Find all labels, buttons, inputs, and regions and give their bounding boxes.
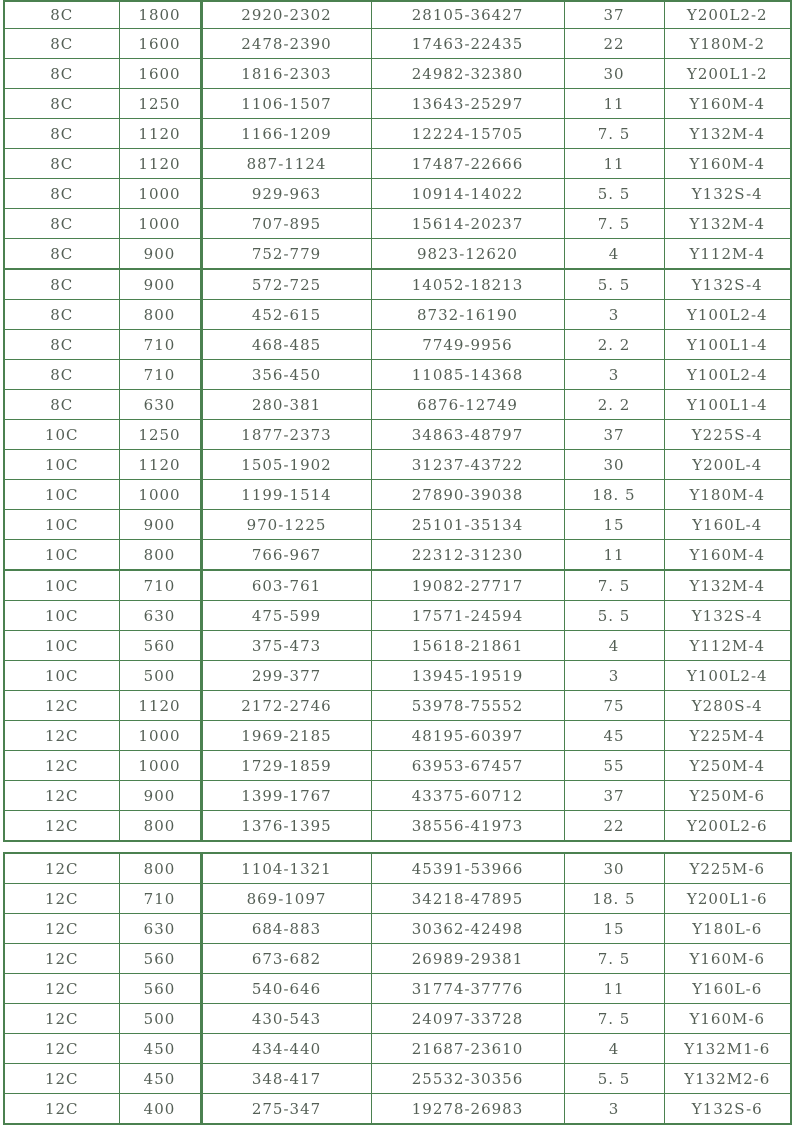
table-cell: 710 [119, 570, 201, 601]
table-cell: 6876-12749 [371, 390, 564, 420]
table-cell: 8C [4, 239, 119, 270]
table-cell: 2172-2746 [201, 691, 371, 721]
table-cell: Y180M-4 [664, 480, 791, 510]
table-cell: Y132M2-6 [664, 1064, 791, 1094]
table-cell: 8C [4, 269, 119, 300]
table-cell: Y200L1-6 [664, 884, 791, 914]
table-cell: 17463-22435 [371, 29, 564, 59]
table-cell: 28105-36427 [371, 1, 564, 29]
table-row [4, 29, 791, 59]
table-cell: 12C [4, 853, 119, 884]
table-cell: 11 [564, 149, 664, 179]
table-cell: 1399-1767 [201, 781, 371, 811]
table-cell: 10C [4, 570, 119, 601]
table-cell: 10C [4, 450, 119, 480]
table-cell: 10C [4, 631, 119, 661]
table-cell: 9823-12620 [371, 239, 564, 270]
table-row [4, 59, 791, 89]
table-cell: 24982-32380 [371, 59, 564, 89]
table-row [4, 1034, 791, 1064]
table-cell: 900 [119, 510, 201, 540]
table-cell: 7. 5 [564, 209, 664, 239]
table-cell: 356-450 [201, 360, 371, 390]
table-cell: 540-646 [201, 974, 371, 1004]
table-cell: 25101-35134 [371, 510, 564, 540]
table-cell: Y100L2-4 [664, 300, 791, 330]
table-cell: 1376-1395 [201, 811, 371, 842]
table-cell: 19278-26983 [371, 1094, 564, 1125]
table-cell: 869-1097 [201, 884, 371, 914]
table-cell: 4 [564, 1034, 664, 1064]
table-cell: 468-485 [201, 330, 371, 360]
table-cell: 5. 5 [564, 179, 664, 209]
table-cell: Y180L-6 [664, 914, 791, 944]
table-row [4, 450, 791, 480]
table-cell: Y132M-4 [664, 570, 791, 601]
table-row [4, 89, 791, 119]
table-cell: 1969-2185 [201, 721, 371, 751]
table-cell: Y132M-4 [664, 119, 791, 149]
table-cell: Y225M-6 [664, 853, 791, 884]
spec-table-lower [3, 852, 792, 1125]
table-cell: 10C [4, 540, 119, 571]
table-cell: 12C [4, 914, 119, 944]
table-cell: 12224-15705 [371, 119, 564, 149]
table-cell: 5. 5 [564, 1064, 664, 1094]
table-cell: 11 [564, 540, 664, 571]
table-cell: Y200L1-2 [664, 59, 791, 89]
table-cell: 12C [4, 1064, 119, 1094]
table-cell: 348-417 [201, 1064, 371, 1094]
table-cell: 63953-67457 [371, 751, 564, 781]
table-cell: 1120 [119, 450, 201, 480]
table-cell: 280-381 [201, 390, 371, 420]
table-cell: 13643-25297 [371, 89, 564, 119]
table-cell: 24097-33728 [371, 1004, 564, 1034]
table-cell: 11 [564, 974, 664, 1004]
table-cell: 710 [119, 330, 201, 360]
table-cell: 22 [564, 811, 664, 842]
table-cell: Y132S-4 [664, 269, 791, 300]
table-cell: 400 [119, 1094, 201, 1125]
table-cell: 766-967 [201, 540, 371, 571]
table-cell: 450 [119, 1034, 201, 1064]
table-cell: 37 [564, 420, 664, 450]
table-cell: Y132M1-6 [664, 1034, 791, 1064]
table-cell: 37 [564, 781, 664, 811]
table-cell: 12C [4, 1094, 119, 1125]
table-cell: 8C [4, 59, 119, 89]
table-cell: 375-473 [201, 631, 371, 661]
table-cell: 22312-31230 [371, 540, 564, 571]
table-cell: 430-543 [201, 1004, 371, 1034]
table-cell: 1000 [119, 209, 201, 239]
table-cell: Y132S-4 [664, 601, 791, 631]
table-cell: Y225M-4 [664, 721, 791, 751]
table-cell: 299-377 [201, 661, 371, 691]
table-cell: 12C [4, 884, 119, 914]
table-cell: 11 [564, 89, 664, 119]
table-cell: 1120 [119, 691, 201, 721]
table-cell: 560 [119, 944, 201, 974]
table-cell: 26989-29381 [371, 944, 564, 974]
table-cell: Y132M-4 [664, 209, 791, 239]
table-cell: 2. 2 [564, 390, 664, 420]
table-cell: 8C [4, 1, 119, 29]
table-row [4, 631, 791, 661]
table-cell: 19082-27717 [371, 570, 564, 601]
table-cell: 14052-18213 [371, 269, 564, 300]
table-cell: 1505-1902 [201, 450, 371, 480]
table-cell: 13945-19519 [371, 661, 564, 691]
table-cell: 710 [119, 360, 201, 390]
table-cell: 1729-1859 [201, 751, 371, 781]
table-cell: 37 [564, 1, 664, 29]
table-cell: Y100L1-4 [664, 390, 791, 420]
table-cell: 8C [4, 330, 119, 360]
table-row [4, 480, 791, 510]
table-cell: 12C [4, 1034, 119, 1064]
table-cell: 572-725 [201, 269, 371, 300]
table-cell: 43375-60712 [371, 781, 564, 811]
table-cell: 10C [4, 661, 119, 691]
table-cell: 11085-14368 [371, 360, 564, 390]
table-cell: 900 [119, 269, 201, 300]
table-cell: Y200L2-2 [664, 1, 791, 29]
table-cell: 1250 [119, 89, 201, 119]
table-cell: 8C [4, 300, 119, 330]
table-cell: 30 [564, 450, 664, 480]
table-cell: 4 [564, 239, 664, 270]
table-cell: 17487-22666 [371, 149, 564, 179]
table-cell: 452-615 [201, 300, 371, 330]
table-cell: 18. 5 [564, 884, 664, 914]
table-cell: 1600 [119, 29, 201, 59]
table-row [4, 721, 791, 751]
table-cell: 8C [4, 89, 119, 119]
table-cell: Y160M-6 [664, 1004, 791, 1034]
table-cell: 434-440 [201, 1034, 371, 1064]
table-cell: 10C [4, 510, 119, 540]
table-row [4, 209, 791, 239]
table-cell: 900 [119, 239, 201, 270]
table-cell: Y160M-4 [664, 540, 791, 571]
table-row [4, 601, 791, 631]
table-cell: 30 [564, 59, 664, 89]
table-cell: 630 [119, 914, 201, 944]
table-cell: 630 [119, 601, 201, 631]
table-row [4, 239, 791, 270]
table-cell: 3 [564, 1094, 664, 1125]
table-cell: 1120 [119, 149, 201, 179]
table-row [4, 1064, 791, 1094]
table-row [4, 119, 791, 149]
table-row [4, 944, 791, 974]
table-cell: 800 [119, 540, 201, 571]
table-cell: 30362-42498 [371, 914, 564, 944]
table-cell: Y160L-6 [664, 974, 791, 1004]
table-cell: 1000 [119, 179, 201, 209]
table-cell: 12C [4, 751, 119, 781]
table-cell: 3 [564, 661, 664, 691]
table-cell: 1600 [119, 59, 201, 89]
table-row [4, 974, 791, 1004]
table-cell: 15 [564, 510, 664, 540]
table-cell: 450 [119, 1064, 201, 1094]
table-row [4, 510, 791, 540]
table-cell: 27890-39038 [371, 480, 564, 510]
table-cell: 7. 5 [564, 1004, 664, 1034]
table-cell: 1800 [119, 1, 201, 29]
table-cell: 603-761 [201, 570, 371, 601]
table-cell: 12C [4, 721, 119, 751]
table-cell: 2. 2 [564, 330, 664, 360]
table-cell: Y160M-4 [664, 89, 791, 119]
table-cell: 21687-23610 [371, 1034, 564, 1064]
spec-table-upper-body [4, 1, 791, 841]
table-row [4, 330, 791, 360]
table-cell: 2920-2302 [201, 1, 371, 29]
table-cell: Y200L2-6 [664, 811, 791, 842]
table-cell: 10C [4, 601, 119, 631]
table-cell: 1106-1507 [201, 89, 371, 119]
table-cell: 7. 5 [564, 119, 664, 149]
table-cell: Y100L2-4 [664, 360, 791, 390]
table-row [4, 781, 791, 811]
table-cell: 12C [4, 781, 119, 811]
table-cell: 752-779 [201, 239, 371, 270]
table-cell: 1000 [119, 751, 201, 781]
table-row [4, 751, 791, 781]
table-cell: 8C [4, 209, 119, 239]
table-cell: Y280S-4 [664, 691, 791, 721]
table-cell: Y100L1-4 [664, 330, 791, 360]
table-cell: 5. 5 [564, 601, 664, 631]
table-cell: 900 [119, 781, 201, 811]
table-cell: 12C [4, 1004, 119, 1034]
table-cell: 31774-37776 [371, 974, 564, 1004]
table-row [4, 179, 791, 209]
table-row [4, 1, 791, 29]
table-cell: 887-1124 [201, 149, 371, 179]
table-cell: 12C [4, 974, 119, 1004]
table-row [4, 269, 791, 300]
table-cell: 75 [564, 691, 664, 721]
table-cell: 275-347 [201, 1094, 371, 1125]
table-cell: 1104-1321 [201, 853, 371, 884]
table-cell: 31237-43722 [371, 450, 564, 480]
table-cell: 7. 5 [564, 570, 664, 601]
table-cell: 4 [564, 631, 664, 661]
table-cell: 10914-14022 [371, 179, 564, 209]
table-cell: Y112M-4 [664, 239, 791, 270]
spec-table-lower-body [4, 853, 791, 1124]
table-cell: 560 [119, 631, 201, 661]
table-cell: 25532-30356 [371, 1064, 564, 1094]
table-row [4, 570, 791, 601]
table-cell: 929-963 [201, 179, 371, 209]
table-cell: 800 [119, 811, 201, 842]
table-cell: 12C [4, 811, 119, 842]
table-cell: 34218-47895 [371, 884, 564, 914]
table-cell: 8C [4, 149, 119, 179]
table-cell: 2478-2390 [201, 29, 371, 59]
table-cell: 17571-24594 [371, 601, 564, 631]
table-cell: Y100L2-4 [664, 661, 791, 691]
table-cell: 673-682 [201, 944, 371, 974]
table-cell: 7749-9956 [371, 330, 564, 360]
table-row [4, 811, 791, 842]
table-cell: 5. 5 [564, 269, 664, 300]
table-row [4, 661, 791, 691]
table-cell: 15614-20237 [371, 209, 564, 239]
table-cell: 1166-1209 [201, 119, 371, 149]
table-cell: Y132S-4 [664, 179, 791, 209]
table-row [4, 884, 791, 914]
table-cell: 18. 5 [564, 480, 664, 510]
table-row [4, 149, 791, 179]
table-cell: 8C [4, 360, 119, 390]
table-cell: 475-599 [201, 601, 371, 631]
table-cell: Y160L-4 [664, 510, 791, 540]
table-cell: 684-883 [201, 914, 371, 944]
table-cell: 1250 [119, 420, 201, 450]
table-cell: 10C [4, 480, 119, 510]
table-cell: 1120 [119, 119, 201, 149]
table-cell: 8C [4, 29, 119, 59]
table-cell: Y160M-6 [664, 944, 791, 974]
table-cell: 560 [119, 974, 201, 1004]
table-cell: 8C [4, 119, 119, 149]
table-cell: Y200L-4 [664, 450, 791, 480]
table-row [4, 1094, 791, 1125]
table-cell: 34863-48797 [371, 420, 564, 450]
spec-table-upper [3, 0, 792, 842]
table-cell: 12C [4, 691, 119, 721]
table-cell: Y160M-4 [664, 149, 791, 179]
table-cell: 3 [564, 300, 664, 330]
table-cell: Y132S-6 [664, 1094, 791, 1125]
table-cell: 8C [4, 179, 119, 209]
table-row [4, 914, 791, 944]
table-cell: 1816-2303 [201, 59, 371, 89]
table-row [4, 420, 791, 450]
table-cell: 630 [119, 390, 201, 420]
table-cell: 3 [564, 360, 664, 390]
table-cell: 53978-75552 [371, 691, 564, 721]
table-cell: 55 [564, 751, 664, 781]
table-row [4, 691, 791, 721]
table-cell: 1877-2373 [201, 420, 371, 450]
table-cell: 12C [4, 944, 119, 974]
table-cell: 8732-16190 [371, 300, 564, 330]
table-cell: 970-1225 [201, 510, 371, 540]
table-cell: 1000 [119, 721, 201, 751]
table-cell: 22 [564, 29, 664, 59]
table-cell: 707-895 [201, 209, 371, 239]
table-cell: Y250M-4 [664, 751, 791, 781]
table-cell: 800 [119, 300, 201, 330]
table-row [4, 390, 791, 420]
table-cell: Y225S-4 [664, 420, 791, 450]
table-cell: 45 [564, 721, 664, 751]
table-cell: 800 [119, 853, 201, 884]
table-cell: Y250M-6 [664, 781, 791, 811]
table-row [4, 853, 791, 884]
table-cell: 500 [119, 1004, 201, 1034]
table-cell: Y180M-2 [664, 29, 791, 59]
table-row [4, 300, 791, 330]
table-cell: Y112M-4 [664, 631, 791, 661]
table-cell: 48195-60397 [371, 721, 564, 751]
table-cell: 1000 [119, 480, 201, 510]
table-cell: 500 [119, 661, 201, 691]
table-cell: 710 [119, 884, 201, 914]
table-cell: 10C [4, 420, 119, 450]
table-cell: 8C [4, 390, 119, 420]
table-cell: 38556-41973 [371, 811, 564, 842]
table-row [4, 1004, 791, 1034]
table-row [4, 360, 791, 390]
table-cell: 30 [564, 853, 664, 884]
table-cell: 15 [564, 914, 664, 944]
table-row [4, 540, 791, 571]
table-cell: 15618-21861 [371, 631, 564, 661]
table-cell: 45391-53966 [371, 853, 564, 884]
table-cell: 1199-1514 [201, 480, 371, 510]
table-cell: 7. 5 [564, 944, 664, 974]
